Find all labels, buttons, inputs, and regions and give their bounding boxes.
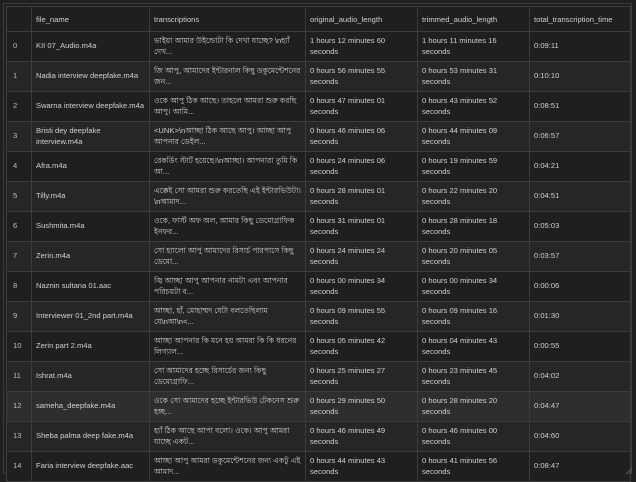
cell-total-transcription-time[interactable]: 0:04:51 bbox=[530, 182, 631, 212]
cell-trimmed-audio-length[interactable] bbox=[418, 182, 530, 212]
cell-total-transcription-time[interactable]: 0:01:30 bbox=[530, 302, 631, 332]
cell-text: আচ্ছা, হাঁ, মোহাম্মদ যেটা বলতেছিলাম যে\nআ\n<... bbox=[154, 306, 268, 326]
cell-text: 0 hours 04 minutes 43 seconds bbox=[422, 336, 498, 356]
cell-trimmed-audio-length[interactable] bbox=[418, 452, 530, 482]
table-row[interactable] bbox=[7, 272, 631, 302]
cell-transcriptions[interactable] bbox=[150, 182, 306, 212]
cell-text: Bristi dey deepfake interview.m4a bbox=[36, 126, 101, 146]
cell-text: Ishrat.m4a bbox=[36, 371, 72, 381]
cell-transcriptions[interactable] bbox=[150, 212, 306, 242]
cell-trimmed-audio-length[interactable] bbox=[418, 332, 530, 362]
cell-trimmed-audio-length[interactable] bbox=[418, 152, 530, 182]
cell-transcriptions[interactable] bbox=[150, 332, 306, 362]
cell-total-transcription-time[interactable]: 0:06:57 bbox=[530, 122, 631, 152]
cell-original-audio-length[interactable] bbox=[306, 62, 418, 92]
cell-original-audio-length[interactable] bbox=[306, 422, 418, 452]
table-row[interactable] bbox=[7, 182, 631, 212]
cell-original-audio-length[interactable] bbox=[306, 272, 418, 302]
cell-transcriptions[interactable] bbox=[150, 32, 306, 62]
cell-original-audio-length[interactable] bbox=[306, 32, 418, 62]
cell-original-audio-length[interactable] bbox=[306, 212, 418, 242]
cell-text: জ্বি আচ্ছা আপু আপনার নামটা এবং আপনার পরিচয়টা ব... bbox=[154, 276, 288, 296]
cell-text: 0 hours 41 minutes 56 seconds bbox=[422, 456, 498, 476]
cell-text: Interviewer 01_2nd part.m4a bbox=[36, 311, 133, 321]
cell-total-transcription-time[interactable]: 0:08:51 bbox=[530, 92, 631, 122]
cell-file-name[interactable] bbox=[32, 392, 150, 422]
cell-trimmed-audio-length[interactable] bbox=[418, 272, 530, 302]
cell-text: 0 hours 31 minutes 01 seconds bbox=[310, 216, 386, 236]
column-header-index[interactable] bbox=[7, 7, 32, 32]
cell-text: 0 hours 25 minutes 27 seconds bbox=[310, 366, 386, 386]
cell-total-transcription-time[interactable]: 0:04:47 bbox=[530, 392, 631, 422]
table-row[interactable] bbox=[7, 32, 631, 62]
cell-text: 0 hours 00 minutes 34 seconds bbox=[422, 276, 498, 296]
cell-text: 0 hours 24 minutes 06 seconds bbox=[310, 156, 386, 176]
table-row[interactable] bbox=[7, 302, 631, 332]
column-header-total_transcription_time[interactable]: total_transcription_time bbox=[530, 7, 631, 32]
cell-trimmed-audio-length[interactable] bbox=[418, 92, 530, 122]
cell-text: Swarna interview deepfake.m4a bbox=[36, 101, 145, 111]
cell-text: 0 hours 53 minutes 31 seconds bbox=[422, 66, 498, 86]
cell-text: ওকে সো আমাদের হচ্ছে ইন্টারভিউ টেকনেস শুরু হচ্ছ... bbox=[154, 396, 300, 416]
cell-text: 0 hours 23 minutes 45 seconds bbox=[422, 366, 498, 386]
cell-file-name[interactable] bbox=[32, 302, 150, 332]
cell-text: 0 hours 28 minutes 01 seconds bbox=[310, 186, 386, 206]
cell-trimmed-audio-length[interactable] bbox=[418, 422, 530, 452]
cell-total-transcription-time[interactable]: 0:04:21 bbox=[530, 152, 631, 182]
cell-transcriptions[interactable] bbox=[150, 92, 306, 122]
cell-original-audio-length[interactable] bbox=[306, 332, 418, 362]
cell-text: 0 hours 09 minutes 55 seconds bbox=[310, 306, 386, 326]
cell-index[interactable]: 3 bbox=[7, 122, 32, 152]
column-header-original_audio_length[interactable]: original_audio_length bbox=[306, 7, 418, 32]
cell-file-name[interactable] bbox=[32, 152, 150, 182]
cell-total-transcription-time[interactable]: 0:00:55 bbox=[530, 332, 631, 362]
cell-trimmed-audio-length[interactable] bbox=[418, 242, 530, 272]
cell-transcriptions[interactable] bbox=[150, 122, 306, 152]
cell-index[interactable]: 8 bbox=[7, 272, 32, 302]
cell-total-transcription-time[interactable]: 0:03:57 bbox=[530, 242, 631, 272]
cell-text: Zerin part 2.m4a bbox=[36, 341, 92, 351]
cell-text: ভাইয়া আমার উইন্ডোটা কি দেখা যাচ্ছে? \nহ্যাঁ দেখ... bbox=[154, 36, 290, 56]
cell-trimmed-audio-length[interactable] bbox=[418, 32, 530, 62]
table-row[interactable] bbox=[7, 62, 631, 92]
header-row bbox=[7, 7, 631, 32]
column-header-file_name[interactable]: file_name bbox=[32, 7, 150, 32]
cell-text: Afra.m4a bbox=[36, 161, 67, 171]
cell-text: 0 hours 00 minutes 34 seconds bbox=[310, 276, 386, 296]
table-row[interactable] bbox=[7, 92, 631, 122]
cell-total-transcription-time[interactable]: 0:09:11 bbox=[530, 32, 631, 62]
cell-file-name[interactable] bbox=[32, 452, 150, 482]
cell-text: 0 hours 44 minutes 43 seconds bbox=[310, 456, 386, 476]
cell-text: 0 hours 09 minutes 16 seconds bbox=[422, 306, 498, 326]
cell-transcriptions[interactable] bbox=[150, 392, 306, 422]
cell-index[interactable]: 12 bbox=[7, 392, 32, 422]
data-table bbox=[6, 6, 631, 482]
cell-transcriptions[interactable] bbox=[150, 152, 306, 182]
cell-text: Tilly.m4a bbox=[36, 191, 66, 201]
cell-text: 1 hours 12 minutes 60 seconds bbox=[310, 36, 386, 56]
cell-original-audio-length[interactable] bbox=[306, 302, 418, 332]
cell-text: <UNK>\nআচ্ছা ঠিক আছে আপু। আচ্ছা আপু আপনার ডেইল... bbox=[154, 126, 292, 146]
cell-index[interactable]: 5 bbox=[7, 182, 32, 212]
cell-text: 0 hours 28 minutes 20 seconds bbox=[422, 396, 498, 416]
cell-text: 0 hours 44 minutes 09 seconds bbox=[422, 126, 498, 146]
column-header-trimmed_audio_length[interactable]: trimmed_audio_length bbox=[418, 7, 530, 32]
table-row[interactable] bbox=[7, 362, 631, 392]
cell-file-name[interactable] bbox=[32, 332, 150, 362]
cell-text: ওকে, ফার্স্ট অফ অল, আমার কিছু ডেমোগ্রাফিক ইনফর... bbox=[154, 216, 295, 236]
cell-index[interactable]: 6 bbox=[7, 212, 32, 242]
cell-file-name[interactable] bbox=[32, 182, 150, 212]
cell-trimmed-audio-length[interactable] bbox=[418, 212, 530, 242]
cell-original-audio-length[interactable] bbox=[306, 92, 418, 122]
cell-text: হ্যাঁ ঠিক আছে আপা বলো। ওকে। আপু আমরা যাচ্ছে একট... bbox=[154, 426, 290, 446]
cell-text: Nadia interview deepfake.m4a bbox=[36, 71, 139, 81]
cell-trimmed-audio-length[interactable] bbox=[418, 362, 530, 392]
cell-file-name[interactable] bbox=[32, 212, 150, 242]
cell-file-name[interactable] bbox=[32, 362, 150, 392]
cell-transcriptions[interactable] bbox=[150, 362, 306, 392]
cell-file-name[interactable] bbox=[32, 422, 150, 452]
cell-total-transcription-time[interactable]: 0:04:60 bbox=[530, 422, 631, 452]
cell-index[interactable]: 7 bbox=[7, 242, 32, 272]
table-row[interactable] bbox=[7, 452, 631, 482]
cell-text: Zerin.m4a bbox=[36, 251, 71, 261]
cell-index[interactable]: 0 bbox=[7, 32, 32, 62]
cell-transcriptions[interactable] bbox=[150, 272, 306, 302]
cell-trimmed-audio-length[interactable] bbox=[418, 302, 530, 332]
cell-transcriptions[interactable] bbox=[150, 302, 306, 332]
cell-original-audio-length[interactable] bbox=[306, 122, 418, 152]
cell-index[interactable]: 9 bbox=[7, 302, 32, 332]
cell-text: জি আপু, আমাদের ইন্টারনাল কিছু ডকুমেন্টেশনের জন... bbox=[154, 66, 301, 86]
table-body bbox=[7, 32, 631, 482]
table-row[interactable] bbox=[7, 242, 631, 272]
cell-text: 0 hours 24 minutes 24 seconds bbox=[310, 246, 386, 266]
cell-original-audio-length[interactable] bbox=[306, 362, 418, 392]
cell-text: আচ্ছা আপনার কি মনে হয় আমরা কি কি ধরনের লিগ্যাল... bbox=[154, 336, 297, 356]
column-header-transcriptions[interactable]: transcriptions bbox=[150, 7, 306, 32]
cell-transcriptions[interactable] bbox=[150, 242, 306, 272]
cell-total-transcription-time[interactable]: 0:10:10 bbox=[530, 62, 631, 92]
cell-index[interactable]: 4 bbox=[7, 152, 32, 182]
table-row[interactable] bbox=[7, 332, 631, 362]
cell-text: 1 hours 11 minutes 16 seconds bbox=[422, 36, 497, 56]
table-row[interactable] bbox=[7, 422, 631, 452]
cell-index[interactable]: 14 bbox=[7, 452, 32, 482]
cell-file-name[interactable] bbox=[32, 62, 150, 92]
cell-text: সো হ্যালো আপু আমাদের রিসার্চ পারপাসে কিছু ডেমো... bbox=[154, 246, 294, 266]
cell-trimmed-audio-length[interactable] bbox=[418, 122, 530, 152]
cell-text: Sheba palma deep fake.m4a bbox=[36, 431, 134, 441]
cell-text: KII 07_Audio.m4a bbox=[36, 41, 97, 51]
cell-text: রেকর্ডিং স্টার্ট হয়েছে।\nআচ্ছা। আপনারা তুমি কি আ... bbox=[154, 156, 298, 176]
cell-transcriptions[interactable] bbox=[150, 452, 306, 482]
cell-text: 0 hours 43 minutes 52 seconds bbox=[422, 96, 498, 116]
cell-text: 0 hours 05 minutes 42 seconds bbox=[310, 336, 386, 356]
cell-total-transcription-time[interactable]: 0:00:06 bbox=[530, 272, 631, 302]
cell-trimmed-audio-length[interactable] bbox=[418, 62, 530, 92]
cell-index[interactable]: 2 bbox=[7, 92, 32, 122]
resize-grip-icon[interactable] bbox=[625, 467, 633, 475]
cell-text: এক্কেই সো আমরা শুরু করতেছি এই ইন্টারভিউটা।\nআমাদ... bbox=[154, 186, 301, 206]
cell-transcriptions[interactable] bbox=[150, 62, 306, 92]
cell-index[interactable]: 1 bbox=[7, 62, 32, 92]
cell-trimmed-audio-length[interactable] bbox=[418, 392, 530, 422]
cell-total-transcription-time[interactable]: 0:04:02 bbox=[530, 362, 631, 392]
cell-index[interactable]: 10 bbox=[7, 332, 32, 362]
cell-text: 0 hours 46 minutes 00 seconds bbox=[422, 426, 498, 446]
cell-text: 0 hours 19 minutes 59 seconds bbox=[422, 156, 498, 176]
cell-text: 0 hours 20 minutes 05 seconds bbox=[422, 246, 498, 266]
cell-text: 0 hours 47 minutes 01 seconds bbox=[310, 96, 386, 116]
cell-original-audio-length[interactable] bbox=[306, 152, 418, 182]
cell-text: Sushmita.m4a bbox=[36, 221, 85, 231]
cell-file-name[interactable] bbox=[32, 272, 150, 302]
cell-text: 0 hours 46 minutes 06 seconds bbox=[310, 126, 386, 146]
cell-original-audio-length[interactable] bbox=[306, 392, 418, 422]
table-row[interactable] bbox=[7, 212, 631, 242]
cell-text: Naznin sultana 01.aac bbox=[36, 281, 112, 291]
table-row[interactable] bbox=[7, 392, 631, 422]
cell-transcriptions[interactable] bbox=[150, 422, 306, 452]
cell-file-name[interactable] bbox=[32, 122, 150, 152]
cell-original-audio-length[interactable] bbox=[306, 242, 418, 272]
cell-index[interactable]: 11 bbox=[7, 362, 32, 392]
cell-text: 0 hours 46 minutes 49 seconds bbox=[310, 426, 386, 446]
cell-file-name[interactable] bbox=[32, 242, 150, 272]
cell-text: আচ্ছা আপু আমরা ডকুমেন্টেশনের জন্য একটু এই আমাদ... bbox=[154, 456, 301, 476]
cell-total-transcription-time[interactable]: 0:08:47 bbox=[530, 452, 631, 482]
cell-text: 0 hours 22 minutes 20 seconds bbox=[422, 186, 498, 206]
table-row[interactable] bbox=[7, 122, 631, 152]
cell-index[interactable]: 13 bbox=[7, 422, 32, 452]
cell-text: 0 hours 56 minutes 55 seconds bbox=[310, 66, 386, 86]
cell-text: Faria interview deepfake.aac bbox=[36, 461, 134, 471]
cell-file-name[interactable] bbox=[32, 32, 150, 62]
table-row[interactable] bbox=[7, 152, 631, 182]
cell-file-name[interactable] bbox=[32, 92, 150, 122]
cell-text: ওকে আপু ঠিক আছে। তাহলে আমরা শুরু করছি আপু। আমি... bbox=[154, 96, 297, 116]
cell-text: sameha_deepfake.m4a bbox=[36, 401, 116, 411]
cell-text: 0 hours 29 minutes 50 seconds bbox=[310, 396, 386, 416]
cell-original-audio-length[interactable] bbox=[306, 452, 418, 482]
cell-text: 0 hours 28 minutes 18 seconds bbox=[422, 216, 498, 236]
cell-total-transcription-time[interactable]: 0:05:03 bbox=[530, 212, 631, 242]
cell-original-audio-length[interactable] bbox=[306, 182, 418, 212]
cell-text: সো আমাদের হচ্ছে রিসার্চের জন্য কিছু ডেমোগ্রাফি... bbox=[154, 366, 267, 386]
